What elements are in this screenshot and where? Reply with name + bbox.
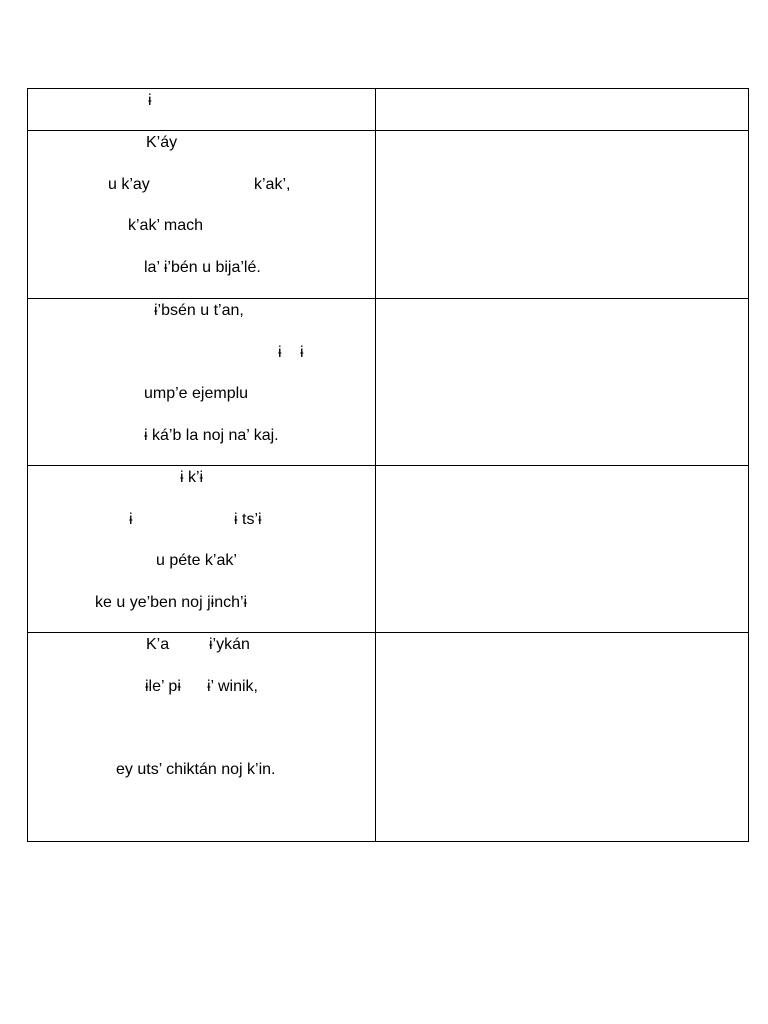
table-row: [28, 299, 748, 466]
cell-text: ɨ’ykán: [209, 636, 250, 653]
cell-text: K’áy: [146, 134, 178, 151]
cell-text: la’ ɨ’bén u bija’lé.: [144, 259, 261, 276]
cell-text: ɨle’ pɨ: [145, 678, 181, 695]
cell-text: ke u ye’ben noj jɨnch’ɨ: [95, 594, 248, 611]
document-table: [27, 88, 749, 842]
cell-text: K’a: [146, 636, 170, 653]
table-row: [28, 131, 748, 299]
cell-text: k’ak’ mach: [128, 217, 203, 234]
cell-text: ɨ: [148, 92, 152, 109]
cell-text: ɨ’bsén u t’an,: [154, 302, 244, 319]
cell-text: ɨ: [278, 344, 282, 361]
table-row: [28, 466, 748, 633]
cell-text: ɨ: [129, 511, 133, 528]
cell-text: k’ak’,: [254, 176, 291, 193]
table-row: [28, 633, 748, 841]
cell-text: u k’ay: [108, 176, 150, 193]
cell-text: ump’e ejemplu: [144, 385, 249, 402]
table-row: [28, 89, 748, 131]
cell-text: ey uts’ chiktán noj k’in.: [116, 761, 276, 778]
cell-text: ɨ k’ɨ: [180, 469, 204, 486]
cell-text: ɨ ká’b la noj na’ kaj.: [144, 427, 279, 444]
cell-text: ɨ: [300, 344, 304, 361]
cell-text: ɨ ts’ɨ: [234, 511, 262, 528]
cell-text: u péte k’ak’: [156, 552, 237, 569]
cell-text: ɨ’ winik,: [207, 678, 258, 695]
